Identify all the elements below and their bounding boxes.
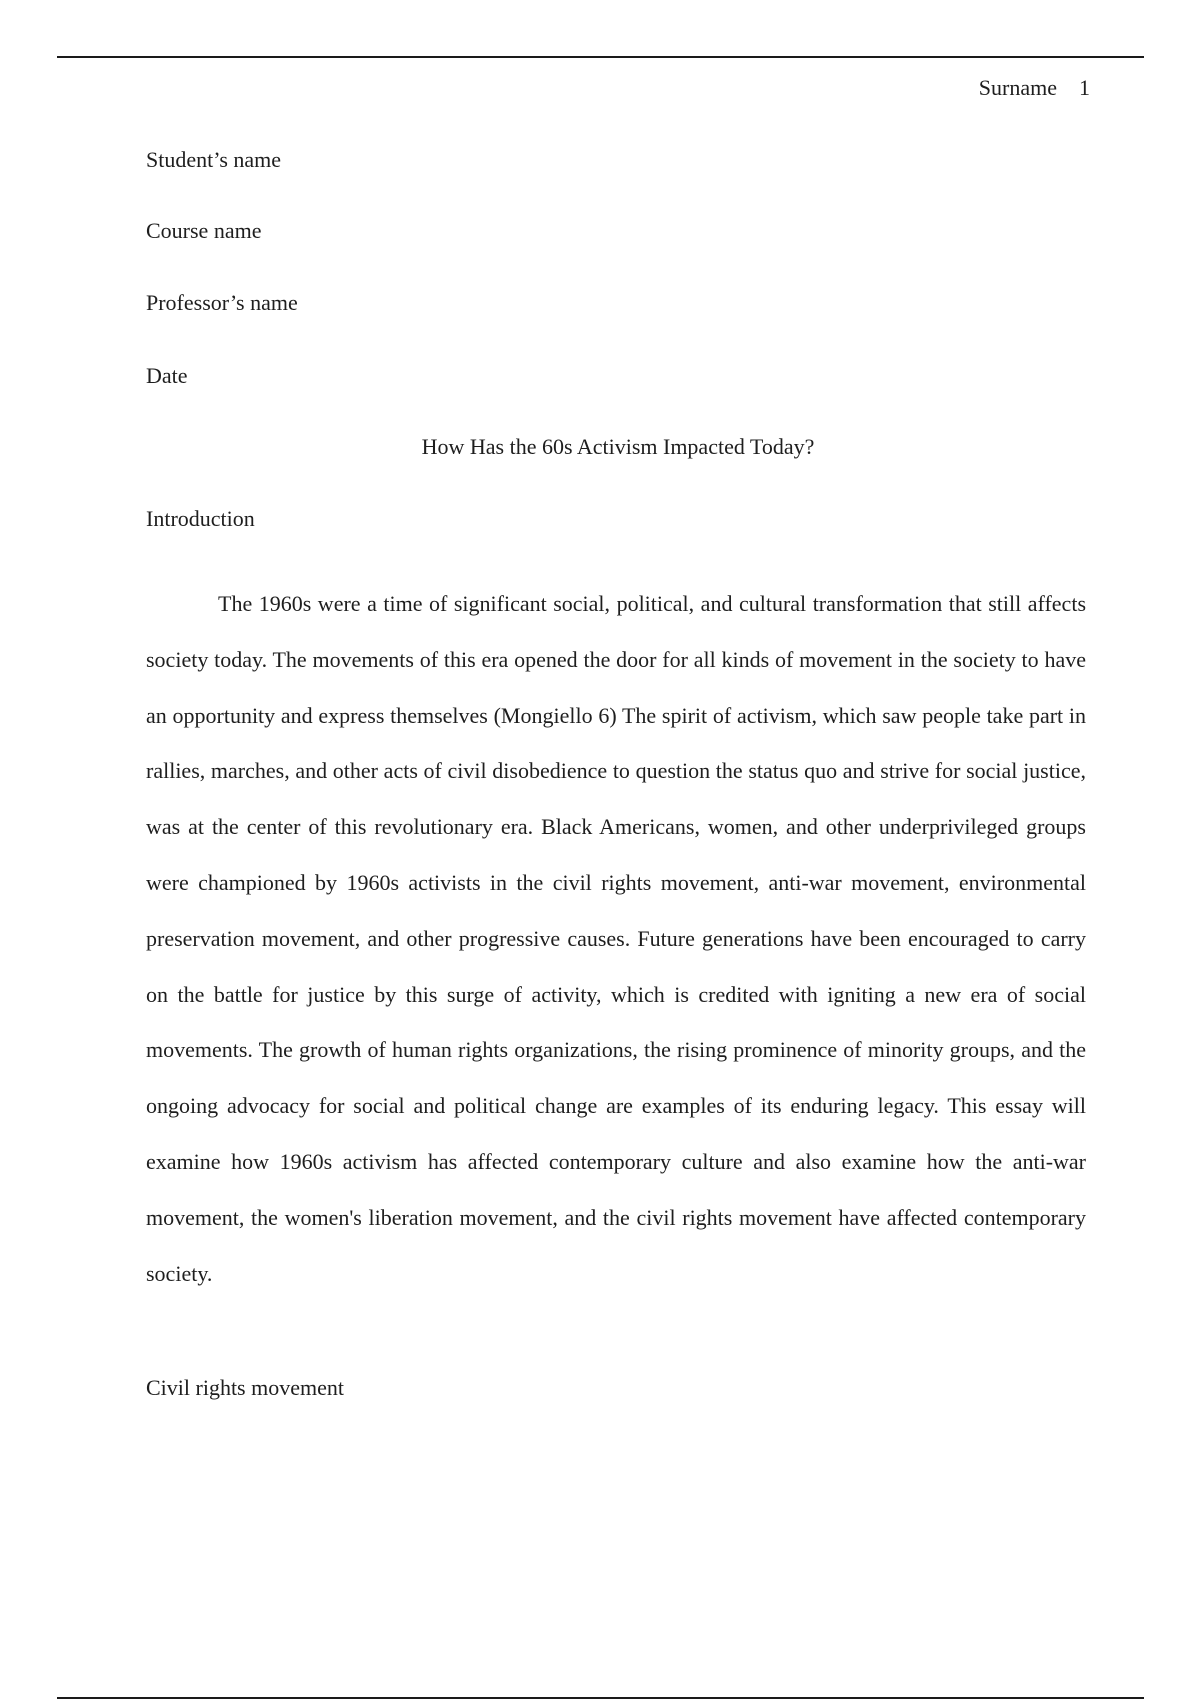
essay-title: How Has the 60s Activism Impacted Today? <box>421 434 815 459</box>
header-surname: Surname <box>978 75 1057 100</box>
running-head <box>979 74 1090 102</box>
bottom-rule <box>57 1697 1144 1699</box>
student-name: Student’s name <box>146 147 282 172</box>
introduction-paragraph: The 1960s were a time of significant social, political, and cultural transformation that still affects society today. The movements of this era opened the door for all kinds of movement in the society to have an opportunity and express themselves (Mongiello 6) The spirit of activism, which saw people take part in rallies, marches, and other acts of civil disobedience to question the status quo and strive for social justice, was at the center of this revolutionary era. Black Americans, women, and other underprivileged groups were championed by 1960s activists in the civil rights movement, anti-war movement, environmental preservation movement, and other progressive causes. Future generations have been encouraged to carry on the battle for justice by this surge of activity, which is credited with igniting a new era of social movements. The growth of human rights organizations, the rising prominence of minority groups, and the ongoing advocacy for social and political change are examples of its enduring legacy. This essay will examine how 1960s activism has affected contemporary culture and also examine how the anti-war movement, the women's liberation movement, and the civil rights movement have affected contemporary society. <box>146 591 1086 1286</box>
top-rule <box>57 56 1144 58</box>
date-line: Date <box>146 363 188 388</box>
course-name: Course name <box>146 218 262 243</box>
introduction-heading: Introduction <box>146 506 255 531</box>
civil-rights-heading: Civil rights movement <box>146 1375 344 1400</box>
professor-name: Professor’s name <box>146 290 298 315</box>
header-page-number: 1 <box>1079 75 1090 100</box>
